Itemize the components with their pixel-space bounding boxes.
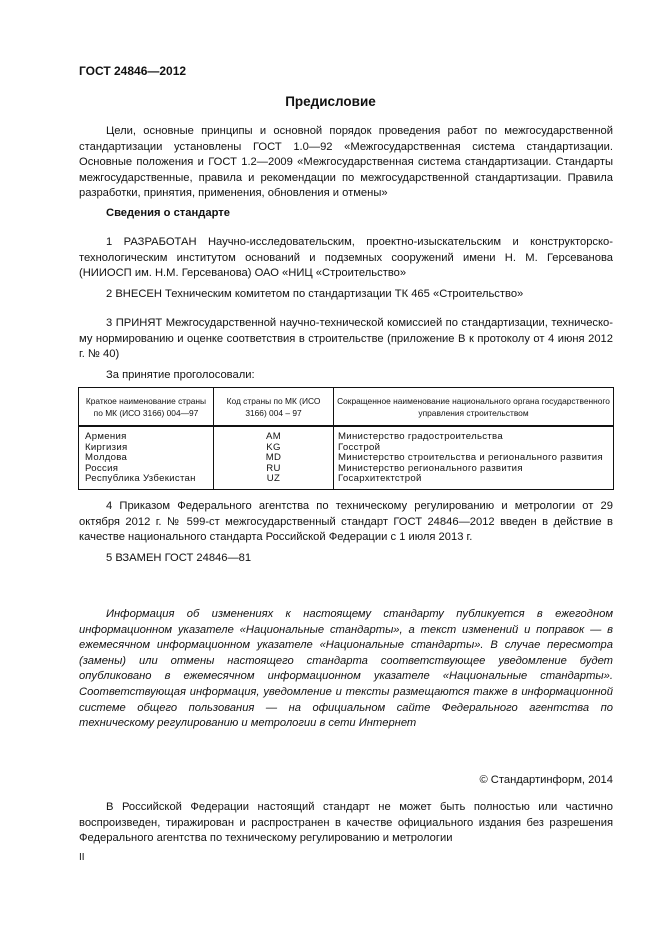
authority-cell: Госстрой bbox=[334, 443, 614, 454]
table-row bbox=[79, 426, 614, 443]
item-2-introduced: 2 ВНЕСЕН Техническим комитетом по стандартизации ТК 465 «Строительство» bbox=[106, 288, 524, 300]
header-country-name: Краткое наименование страны по МК (ИСО 3166) 004—97 bbox=[79, 388, 214, 427]
country-cell: Республика Узбекистан bbox=[79, 474, 214, 489]
code-cell: AM bbox=[214, 426, 334, 443]
intro-paragraph: Цели, основные принципы и основной порядок проведения работ по межгосударственной стандартизации установлены ГОСТ 1.0—92 «Межгосударственная система стандартизации. Основные положения и ГОСТ 1.2—2009 «Межгосударственная система стандартизации. Стандарты межгосударственные, правила и рекомендации по межгосударственной стандартизации. Правила разработки, принятия, применения, обновления и отмены» bbox=[79, 125, 613, 200]
authority-cell: Министерство градостроительства bbox=[334, 426, 614, 443]
country-cell: Молдова bbox=[79, 453, 214, 464]
page-number: II bbox=[79, 852, 85, 863]
country-cell: Армения bbox=[79, 426, 214, 443]
section-heading: Сведения о стандарте bbox=[106, 207, 230, 219]
code-cell: KG bbox=[214, 443, 334, 454]
table-row bbox=[79, 474, 614, 489]
authority-cell: Министерство регионального развития bbox=[334, 464, 614, 475]
table-header-row bbox=[79, 388, 614, 427]
voting-table bbox=[78, 387, 614, 490]
rights-notice: В Российской Федерации настоящий стандарт не может быть полностью или частично воспроизведен, тиражирован и распространен в качестве официального издания без разрешения Федерального агентства по техническому регулированию и метрологии bbox=[79, 801, 613, 845]
item-4-order: 4 Приказом Федерального агентства по техническому регулированию и метрологии от 29 октября 2012 г. № 599-ст межгосударственный стандарт ГОСТ 24846—2012 введен в действие в качестве национального стандарта Российской Федерации с 1 июля 2013 г. bbox=[79, 500, 613, 544]
code-cell: MD bbox=[214, 453, 334, 464]
authority-cell: Госархитектстрой bbox=[334, 474, 614, 489]
authority-cell: Министерство строительства и регионального развития bbox=[334, 453, 614, 464]
page-title: Предисловие bbox=[285, 94, 376, 109]
item-1-developed: 1 РАЗРАБОТАН Научно-исследовательским, проектно-изыскательским и конструкторско-технологическим институтом оснований и подземных сооружений имени Н. М. Герсеванова (НИИОСП им. Н.М. Герсеванова) ОАО «НИЦ «Строительство» bbox=[79, 236, 613, 280]
document-code: ГОСТ 24846—2012 bbox=[79, 64, 187, 78]
country-cell: Россия bbox=[79, 464, 214, 475]
country-cell: Киргизия bbox=[79, 443, 214, 454]
item-5-replaces: 5 ВЗАМЕН ГОСТ 24846—81 bbox=[106, 552, 252, 564]
amendments-notice: Информация об изменениях к настоящему стандарту публикуется в ежегодном информационном указателе «Национальные стандарты», а текст изменений и поправок — в ежемесячном информационном указателе «Национальные стандарты». В случае пересмотра (замены) или отмены настоящего стандарта соответствующее уведомление будет опубликовано в ежемесячном информационном указателе «Национальные стандарты». Соответствующая информация, уведомление и тексты размещаются также в информационной системе общего пользования — на официальном сайте Федерального агентства по техническому регулированию и метрологии в сети Интернет bbox=[79, 608, 613, 730]
code-cell: RU bbox=[214, 464, 334, 475]
header-country-code: Код страны по МК (ИСО 3166) 004 – 97 bbox=[214, 388, 334, 427]
code-cell: UZ bbox=[214, 474, 334, 489]
item-3-adopted: 3 ПРИНЯТ Межгосударственной научно-технической комиссией по стандартизации, техническому нормированию и оценке соответствия в строительстве (приложение В к протоколу от 4 июня 2012 г. № 40) bbox=[79, 317, 613, 361]
table-row bbox=[79, 453, 614, 464]
vote-label: За принятие проголосовали: bbox=[106, 369, 255, 381]
header-authority: Сокращенное наименование национального органа государственного управления строительством bbox=[334, 388, 614, 427]
copyright: © Стандартинформ, 2014 bbox=[479, 774, 613, 786]
